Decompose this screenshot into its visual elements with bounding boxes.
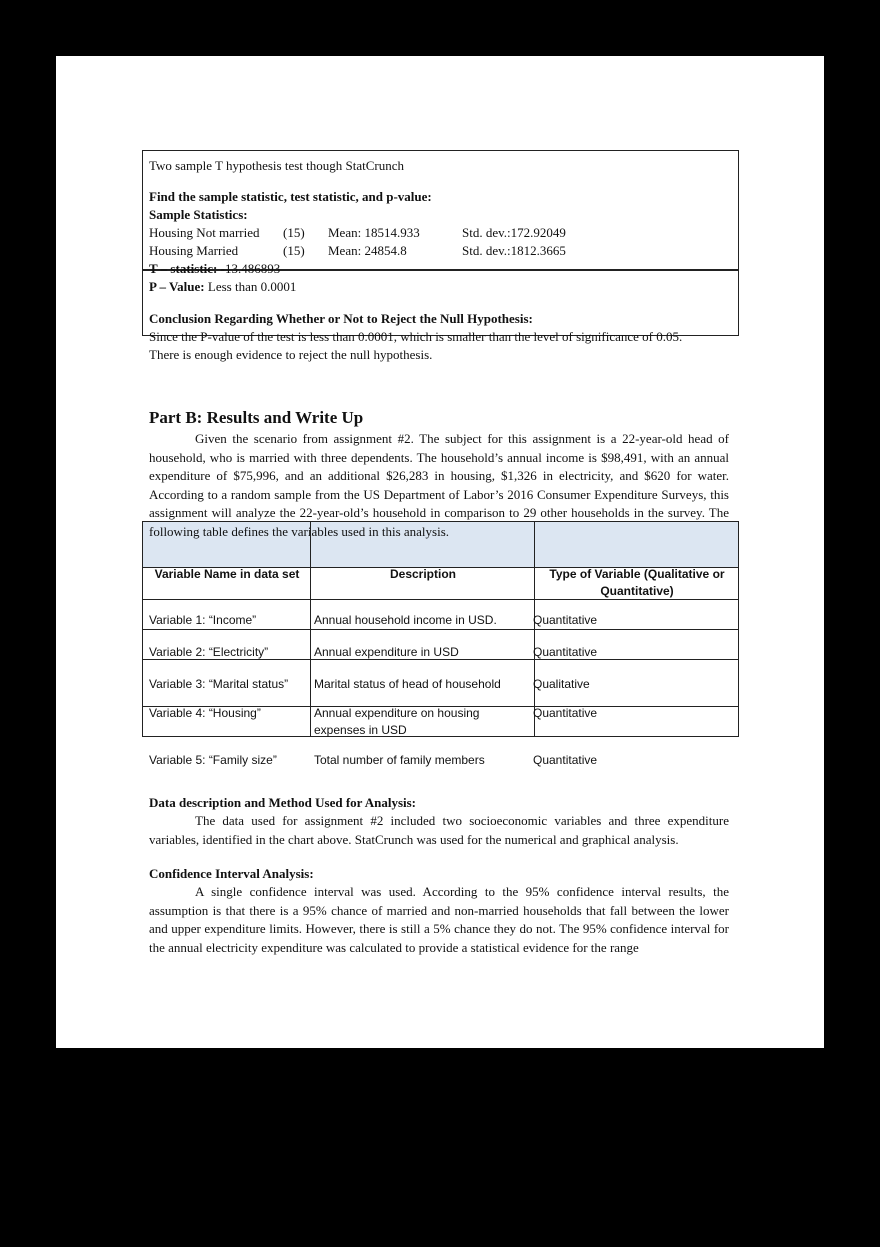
table-header-type-line1: Type of Variable (Qualitative or — [549, 567, 725, 581]
stat-row-group: Housing Not married — [149, 225, 260, 240]
table-cell-type: Qualitative — [533, 677, 590, 691]
table-cell-description: Total number of family members — [314, 753, 485, 767]
conclusion-line-1: Since the P-value of the test is less than 0.0001, which is smaller than the level of significance of 0.05. — [149, 329, 683, 344]
table-cell-type: Quantitative — [533, 753, 598, 767]
stat-row-n: (15) — [283, 225, 305, 240]
part-b-heading: Part B: Results and Write Up — [149, 408, 364, 427]
table-cell-name: Variable 1: “Income” — [149, 613, 257, 627]
t-statistic — [149, 260, 280, 278]
conclusion-line-2: There is enough evidence to reject the null hypothesis. — [149, 347, 433, 362]
data-description-paragraph: The data used for assignment #2 included two socioeconomic variables and three expenditure variables, identified in the chart above. StatCrunch was used for the numerical and graphical analysis. — [149, 813, 729, 847]
conclusion-heading: Conclusion Regarding Whether or Not to Reject the Null Hypothesis: — [149, 311, 533, 326]
stat-row-sd: Std. dev.:172.92049 — [462, 225, 566, 240]
p-value — [149, 278, 296, 296]
sample-stats-label: Sample Statistics: — [149, 207, 248, 222]
table-cell-type: Quantitative — [533, 706, 598, 720]
table-border — [310, 521, 311, 737]
data-description-heading: Data description and Method Used for Analysis: — [149, 795, 417, 810]
confidence-interval-paragraph: A single confidence interval was used. According to the 95% confidence interval results, the assumption is that there is a 95% chance of married and non-married households that fall between the lower and upper expenditure limits. However, there is still a 5% chance they do not. The 95% confidence interval for the annual electricity expenditure was calculated to provide a statistical evidence for the range — [149, 884, 729, 955]
table-header-variable-name: Variable Name in data set — [154, 567, 300, 581]
table-cell-description: expenses in USD — [314, 723, 407, 737]
table-cell-name: Variable 2: “Electricity” — [149, 645, 269, 659]
table-cell-description: Annual expenditure on housing — [314, 706, 480, 720]
stat-row-n: (15) — [283, 243, 305, 258]
p-value-value: Less than 0.0001 — [207, 279, 297, 294]
table-cell-type: Quantitative — [533, 645, 598, 659]
p-value-label: P – Value: — [149, 279, 205, 294]
table-cell-name: Variable 4: “Housing” — [149, 706, 261, 720]
t-statistic-label: T – statistic: — [149, 261, 218, 276]
table-cell-description: Annual household income in USD. — [314, 613, 497, 627]
table-border — [142, 629, 739, 630]
part-b-paragraph: Given the scenario from assignment #2. The subject for this assignment is a 22-year-old head of household, who is married with three dependents. The household’s annual income is $98,491, with an annual expenditure of $75,996, and an additional $26,283 in housing, $1,326 in electricity, and $620 for water. According to a random sample from the US Department of Labor’s 2016 Consumer Expenditure Surveys, this assignment will analyze the 22-year-old’s household in comparison to 29 other households in the survey. The following table defines the variables used in this analysis. — [149, 431, 729, 539]
stat-row-mean: Mean: 24854.8 — [328, 243, 407, 258]
stat-box-title: Two sample T hypothesis test though StatCrunch — [149, 158, 404, 173]
table-border — [142, 521, 143, 737]
table-header-description: Description — [389, 567, 456, 581]
table-cell-type: Quantitative — [533, 613, 598, 627]
document-page — [56, 56, 824, 1048]
table-cell-name: Variable 3: “Marital status” — [149, 677, 289, 691]
table-border — [738, 521, 739, 737]
table-border — [142, 599, 739, 600]
stat-row-sd: Std. dev.:1812.3665 — [462, 243, 566, 258]
stat-row-mean: Mean: 18514.933 — [328, 225, 420, 240]
table-border — [142, 736, 739, 737]
find-heading: Find the sample statistic, test statistic, and p-value: — [149, 189, 432, 204]
stat-row-group: Housing Married — [149, 243, 239, 258]
table-cell-description: Annual expenditure in USD — [314, 645, 459, 659]
table-border — [142, 521, 739, 522]
t-statistic-value: -13.486893 — [220, 261, 281, 276]
table-cell-name: Variable 5: “Family size” — [149, 753, 277, 767]
table-header-type-line2: Quantitative) — [600, 584, 674, 598]
table-cell-description: Marital status of head of household — [314, 677, 501, 691]
confidence-interval-heading: Confidence Interval Analysis: — [149, 866, 314, 881]
